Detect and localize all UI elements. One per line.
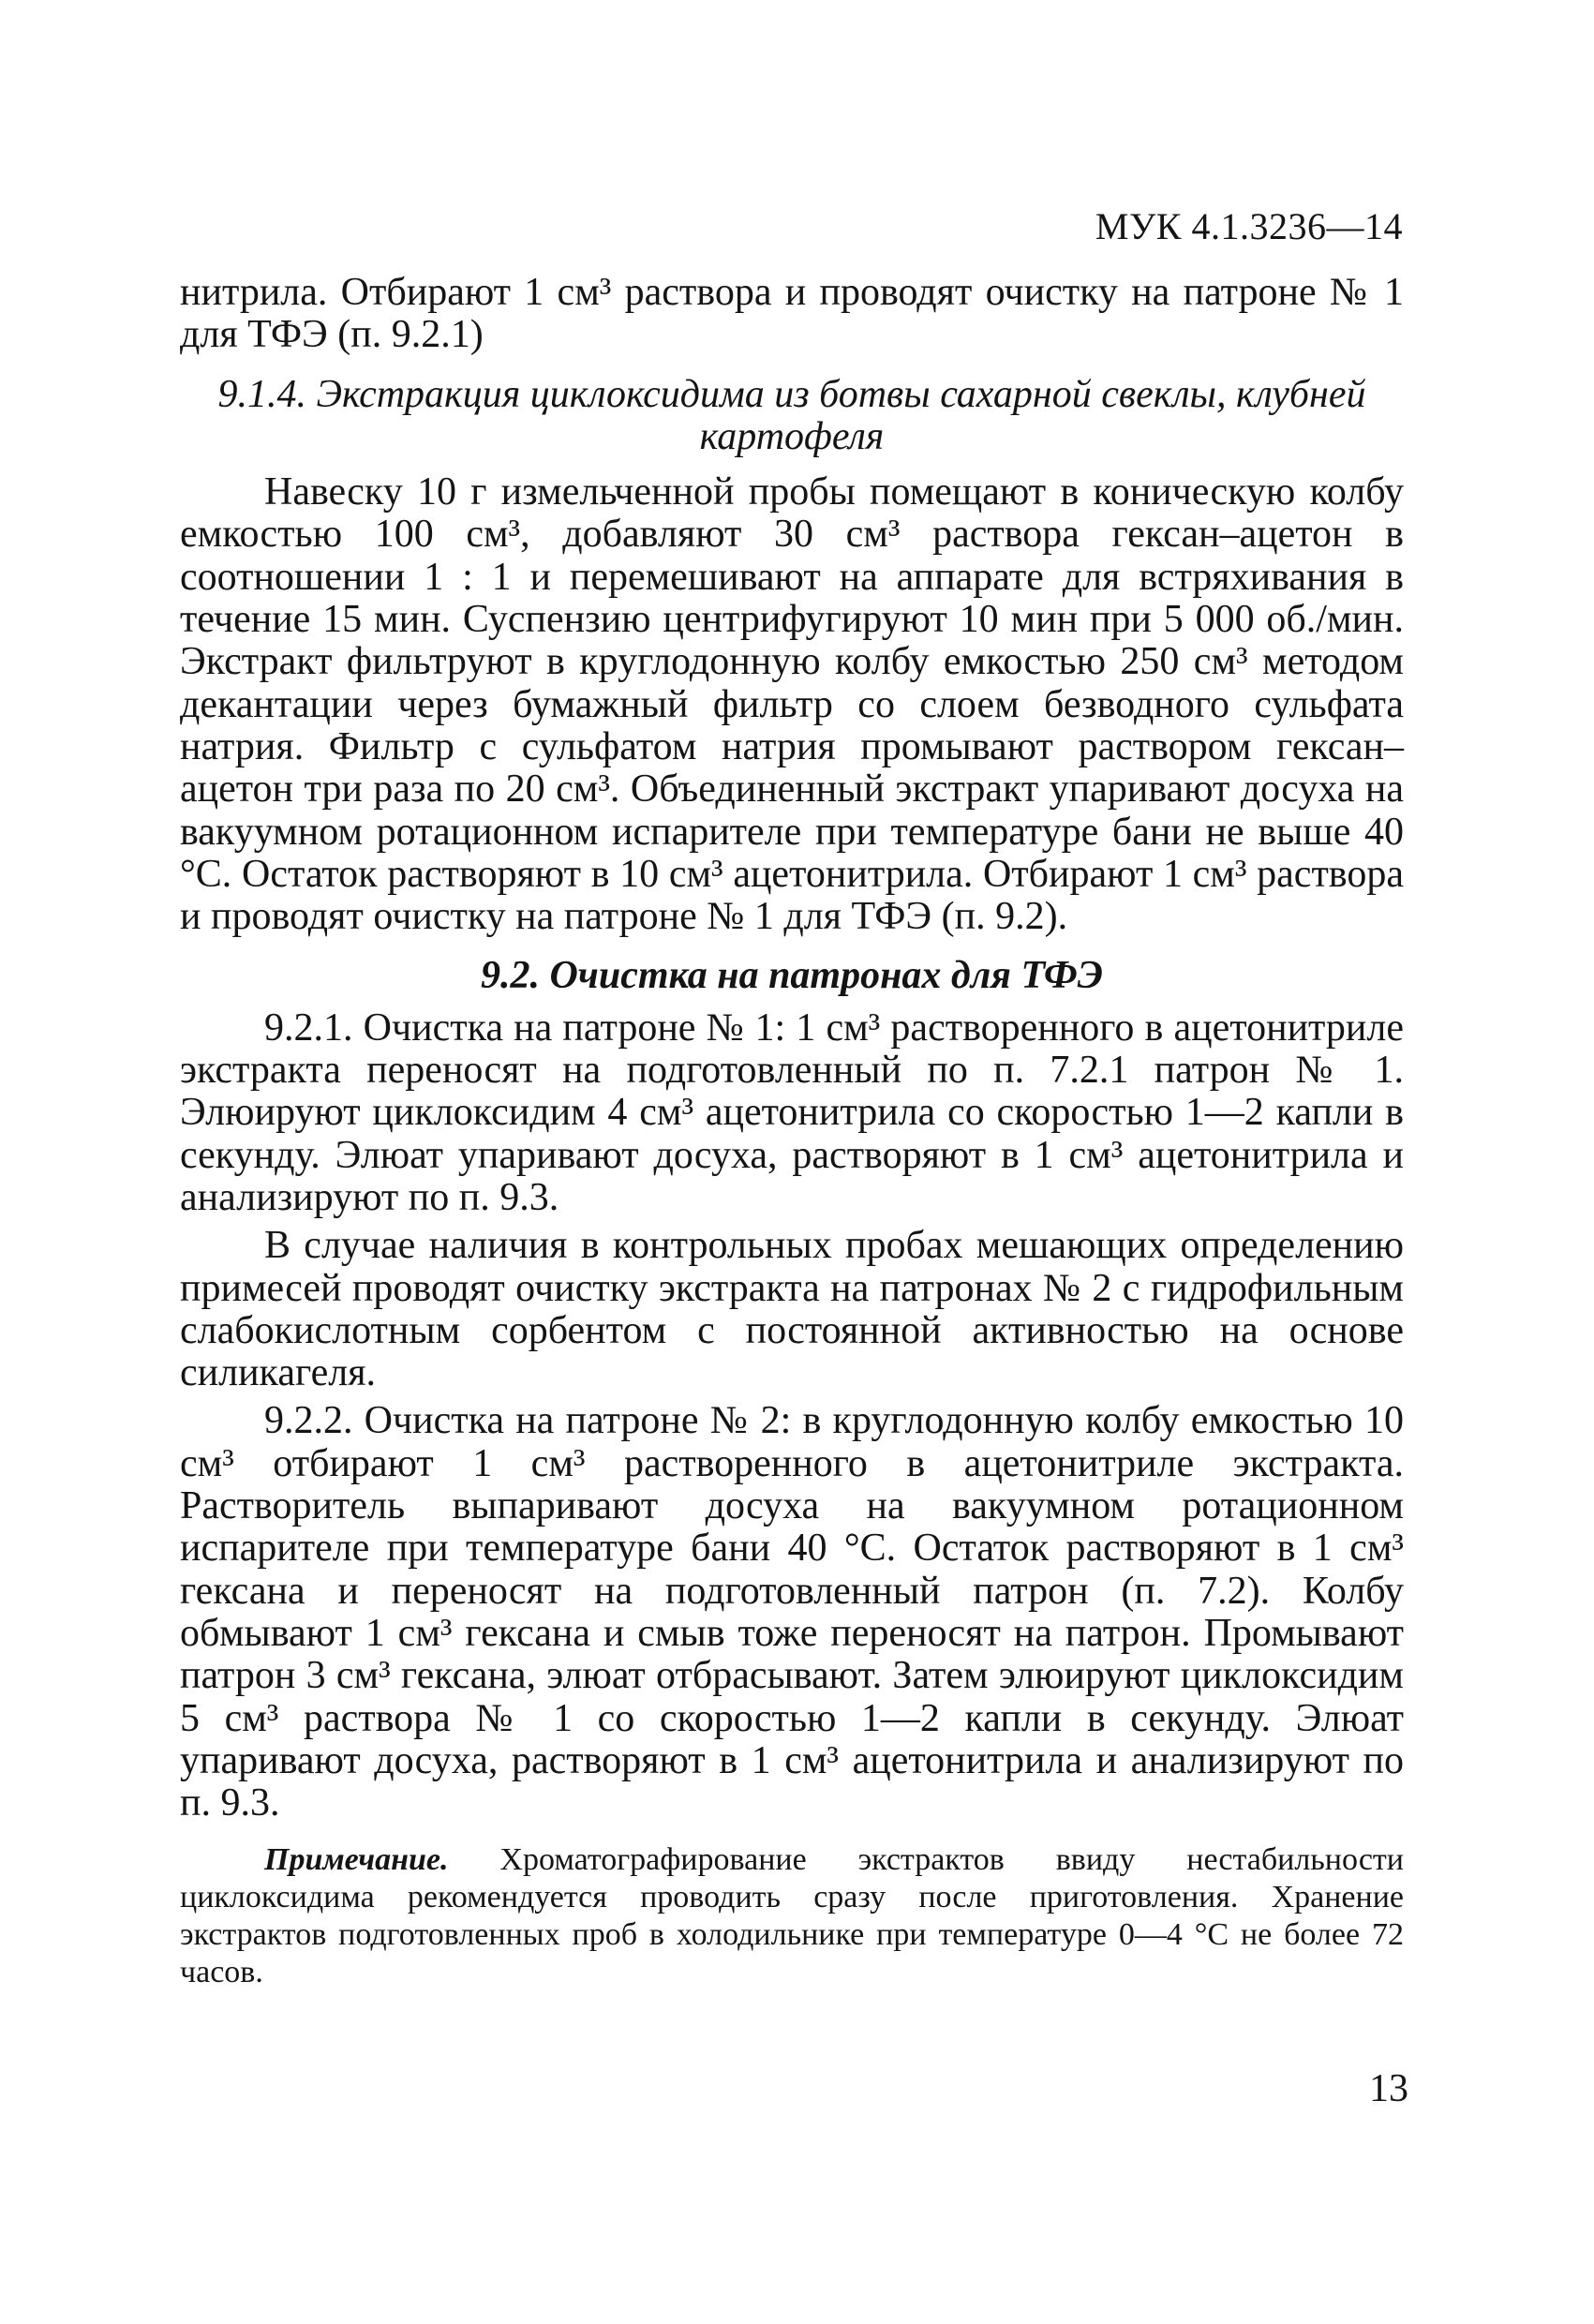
- section-9-2-heading: 9.2. Очистка на патронах для ТФЭ: [480, 954, 1104, 998]
- page-number: 13: [1369, 2067, 1408, 2110]
- paragraph-continuation: нитрила. Отбирают 1 см³ раствора и проводят очистку на патроне № 1 для ТФЭ (п. 9.2.1): [180, 271, 1404, 357]
- paragraph-interfering-impurities: В случае наличия в контрольных пробах мешающих определению примесей проводят очистку экстракта на патронах № 2 с гидрофильным слабокислотным сорбентом с постоянной активностью на основе силикагеля.: [180, 1224, 1404, 1395]
- section-9-2-1-text: 9.2.1. Очистка на патроне № 1: 1 см³ растворенного в ацетонитриле экстракта переносят на подготовленный по п. 7.2.1 патрон № 1. Элюируют циклоксидим 4 см³ ацетонитрила со скоростью 1—2 капли в секунду. Элюат упаривают досуха, растворяют в 1 см³ ацетонитрила и анализируют по п. 9.3.: [180, 1006, 1404, 1219]
- note-label: Примечание.: [264, 1842, 449, 1878]
- note-text: Хроматографирование экстрактов ввиду нестабильности циклоксидима рекомендуется проводить сразу после приготовления. Хранение экстрактов подготовленных проб в холодильнике при температуре 0—4 °С не более 72 часов.: [180, 1842, 1404, 1990]
- section-9-1-4-heading: 9.1.4. Экстракция циклоксидима из ботвы сахарной свеклы, клубней картофеля: [217, 372, 1366, 458]
- document-code-header: МУК 4.1.3236—14: [1095, 205, 1403, 247]
- section-9-1-4-text: Навеску 10 г измельченной пробы помещают в коническую колбу емкостью 100 см³, добавляют 30 см³ раствора гексан–ацетон в соотношении 1 : 1 и перемешивают на аппарате для встряхивания в течение 15 мин. Суспензию центрифугируют 10 мин при 5 000 об./мин. Экстракт фильтруют в круглодонную колбу емкостью 250 см³ методом декантации через бумажный фильтр со слоем безводного сульфата натрия. Фильтр с сульфатом натрия промывают раствором гексан–ацетон три раза по 20 см³. Объединенный экстракт упаривают досуха на вакуумном ротационном испарителе при температуре бани не выше 40 °С. Остаток растворяют в 10 см³ ацетонитрила. Отбирают 1 см³ раствора и проводят очистку на патроне № 1 для ТФЭ (п. 9.2).: [180, 470, 1404, 939]
- page-content: [180, 272, 1404, 1991]
- note-paragraph: [180, 1841, 1404, 1991]
- section-9-2-2-text: 9.2.2. Очистка на патроне № 2: в круглодонную колбу емкостью 10 см³ отбирают 1 см³ растворенного в ацетонитриле экстракта. Растворитель выпаривают досуха на вакуумном ротационном испарителе при температуре бани 40 °С. Остаток растворяют в 1 см³ гексана и переносят на подготовленный патрон (п. 7.2). Колбу обмывают 1 см³ гексана и смыв тоже переносят на патрон. Промывают патрон 3 см³ гексана, элюат отбрасывают. Затем элюируют циклоксидим 5 см³ раствора № 1 со скоростью 1—2 капли в секунду. Элюат упаривают досуха, растворяют в 1 см³ ацетонитрила и анализируют по п. 9.3.: [180, 1399, 1404, 1825]
